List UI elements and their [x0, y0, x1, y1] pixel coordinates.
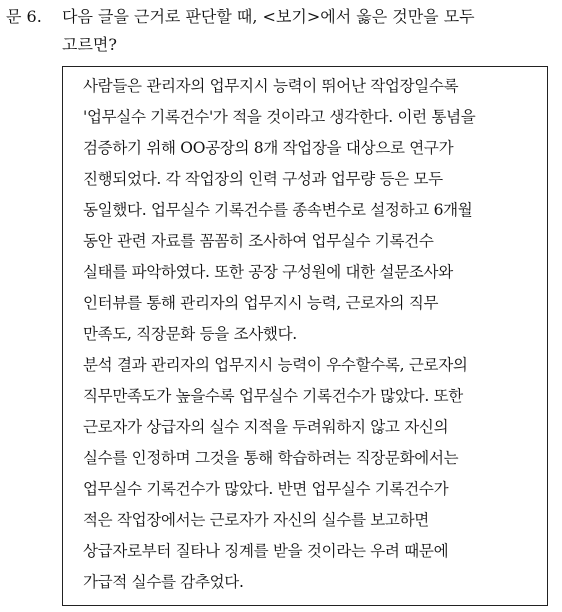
- passage-line: 가급적 실수를 감추었다.: [83, 573, 244, 591]
- passage-line: 인터뷰를 통해 관리자의 업무지시 능력, 근로자의 직무: [83, 294, 439, 312]
- passage-line: 동안 관련 자료를 꼼꼼히 조사하여 업무실수 기록건수: [83, 232, 434, 250]
- question-stem-line-2: 고르면?: [62, 35, 117, 54]
- passage-line: 분석 결과 관리자의 업무지시 능력이 우수할수록, 근로자의: [83, 356, 468, 374]
- passage-line: 실태를 파악하였다. 또한 공장 구성원에 대한 설문조사와: [83, 263, 453, 281]
- passage-line: 실수를 인정하며 그것을 통해 학습하려는 직장문화에서는: [83, 449, 459, 467]
- passage-line: 동일했다. 업무실수 기록건수를 종속변수로 설정하고 6개월: [83, 201, 473, 219]
- passage-line: 적은 작업장에서는 근로자가 자신의 실수를 보고하면: [83, 511, 429, 529]
- passage-line: 검증하기 위해 OO공장의 8개 작업장을 대상으로 연구가: [83, 139, 454, 157]
- question-stem-line-1: 다음 글을 근거로 판단할 때, <보기>에서 옳은 것만을 모두: [62, 7, 475, 26]
- passage-line: 업무실수 기록건수가 많았다. 반면 업무실수 기록건수가: [83, 480, 449, 498]
- passage-line: 상급자로부터 질타나 징계를 받을 것이라는 우려 때문에: [83, 542, 449, 560]
- passage-line: 근로자가 상급자의 실수 지적을 두려워하지 않고 자신의: [83, 418, 449, 436]
- passage-line: 진행되었다. 각 작업장의 인력 구성과 업무량 등은 모두: [83, 170, 443, 188]
- passage-line: 사람들은 관리자의 업무지시 능력이 뛰어난 작업장일수록: [83, 77, 459, 95]
- passage-line: 직무만족도가 높을수록 업무실수 기록건수가 많았다. 또한: [83, 387, 463, 405]
- passage-line: '업무실수 기록건수'가 적을 것이라고 생각한다. 이런 통념을: [83, 108, 476, 126]
- passage-box: [62, 66, 548, 606]
- passage-line: 만족도, 직장문화 등을 조사했다.: [83, 325, 297, 343]
- question-number: 문 6.: [6, 7, 42, 26]
